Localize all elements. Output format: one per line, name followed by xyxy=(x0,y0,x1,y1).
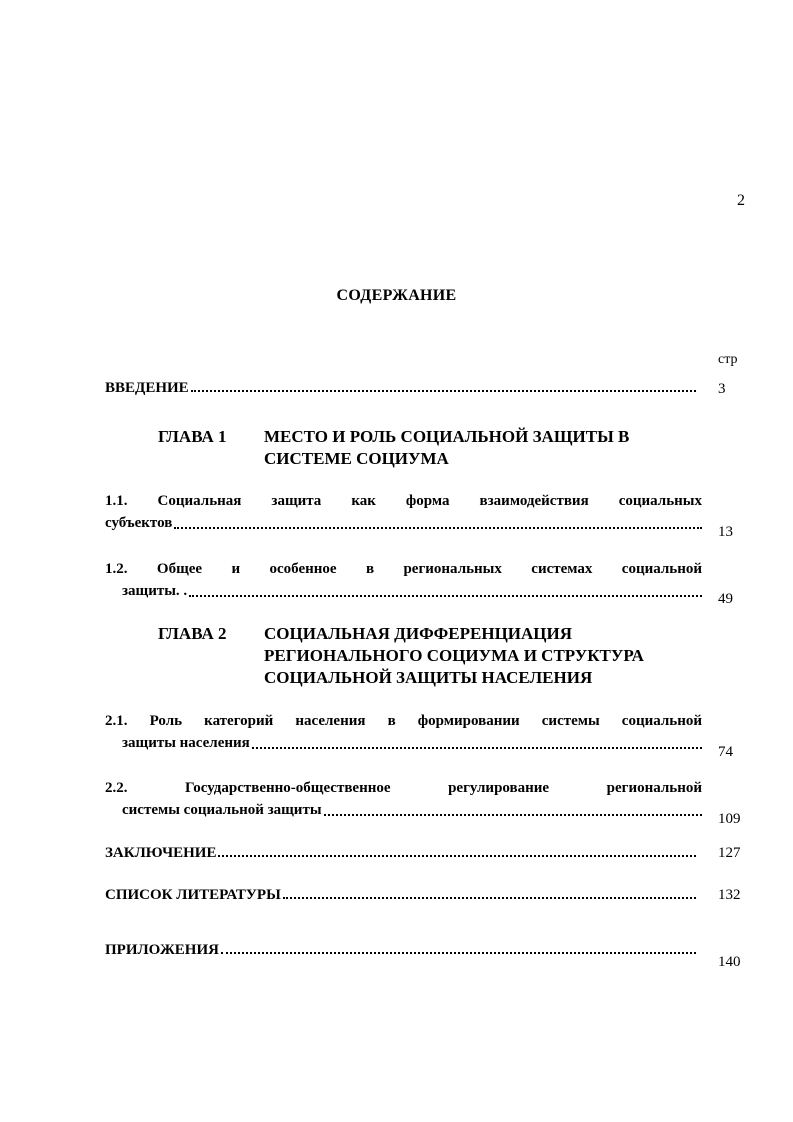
entry-label: ЗАКЛЮЧЕНИЕ xyxy=(105,845,217,861)
toc-entry-1-1 xyxy=(105,490,702,534)
entry-text-line1: 1.1. Социальная защита как форма взаимодействия социальных xyxy=(105,493,702,509)
dot-leader xyxy=(221,952,696,954)
toc-entry-conclusion xyxy=(105,845,745,862)
entry-label: ПРИЛОЖЕНИЯ xyxy=(105,942,219,958)
toc-entry-references xyxy=(105,887,745,904)
dot-leader xyxy=(252,747,702,749)
chapter-label: ГЛАВА 1 xyxy=(158,427,227,446)
dot-leader xyxy=(324,814,702,816)
entry-text-line2: субъектов xyxy=(105,515,173,531)
page-ref-2-2: 109 xyxy=(718,811,741,827)
toc-entry-2-2 xyxy=(105,777,702,821)
dot-leader xyxy=(189,595,702,597)
pages-column-label: стр xyxy=(718,352,738,367)
dot-leader xyxy=(218,855,696,857)
page-ref-conclusion: 127 xyxy=(718,845,741,861)
chapter-title: МЕСТО И РОЛЬ СОЦИАЛЬНОЙ ЗАЩИТЫ В СИСТЕМЕ СОЦИУМА xyxy=(264,427,630,468)
page-ref-1-2: 49 xyxy=(718,591,733,607)
dot-leader xyxy=(174,527,702,529)
page-number: 2 xyxy=(737,192,745,209)
entry-label: СПИСОК ЛИТЕРАТУРЫ xyxy=(105,887,281,903)
page-ref-2-1: 74 xyxy=(718,744,733,760)
toc-entry-2-1 xyxy=(105,710,702,754)
entry-label: ВВЕДЕНИЕ xyxy=(105,380,189,396)
entry-text-line2: защиты населения xyxy=(122,735,250,751)
entry-text-line1: 2.1. Роль категорий населения в формировании системы социальной xyxy=(105,713,702,729)
chapter-label: ГЛАВА 2 xyxy=(158,624,227,643)
entry-text-line1: 2.2. Государственно-общественное регулирование региональной xyxy=(105,780,702,796)
dot-leader xyxy=(191,390,696,392)
entry-text-line2: системы социальной защиты xyxy=(122,802,322,818)
entry-text-line2: защиты. . xyxy=(122,583,188,599)
toc-title: СОДЕРЖАНИЕ xyxy=(336,287,457,304)
toc-entry-intro xyxy=(105,380,745,397)
entry-text-line1: 1.2. Общее и особенное в региональных системах социальной xyxy=(105,561,702,577)
toc-entry-1-2 xyxy=(105,558,702,602)
chapter-title: СОЦИАЛЬНАЯ ДИФФЕРЕНЦИАЦИЯ РЕГИОНАЛЬНОГО СОЦИУМА И СТРУКТУРА СОЦИАЛЬНОЙ ЗАЩИТЫ НАСЕЛЕНИЯ xyxy=(264,624,644,687)
page-ref-intro: 3 xyxy=(718,381,726,397)
page-ref-appendices: 140 xyxy=(718,954,741,970)
page-ref-1-1: 13 xyxy=(718,524,733,540)
toc-entry-appendices xyxy=(105,942,745,959)
dot-leader xyxy=(283,897,696,899)
page-ref-references: 132 xyxy=(718,887,741,903)
